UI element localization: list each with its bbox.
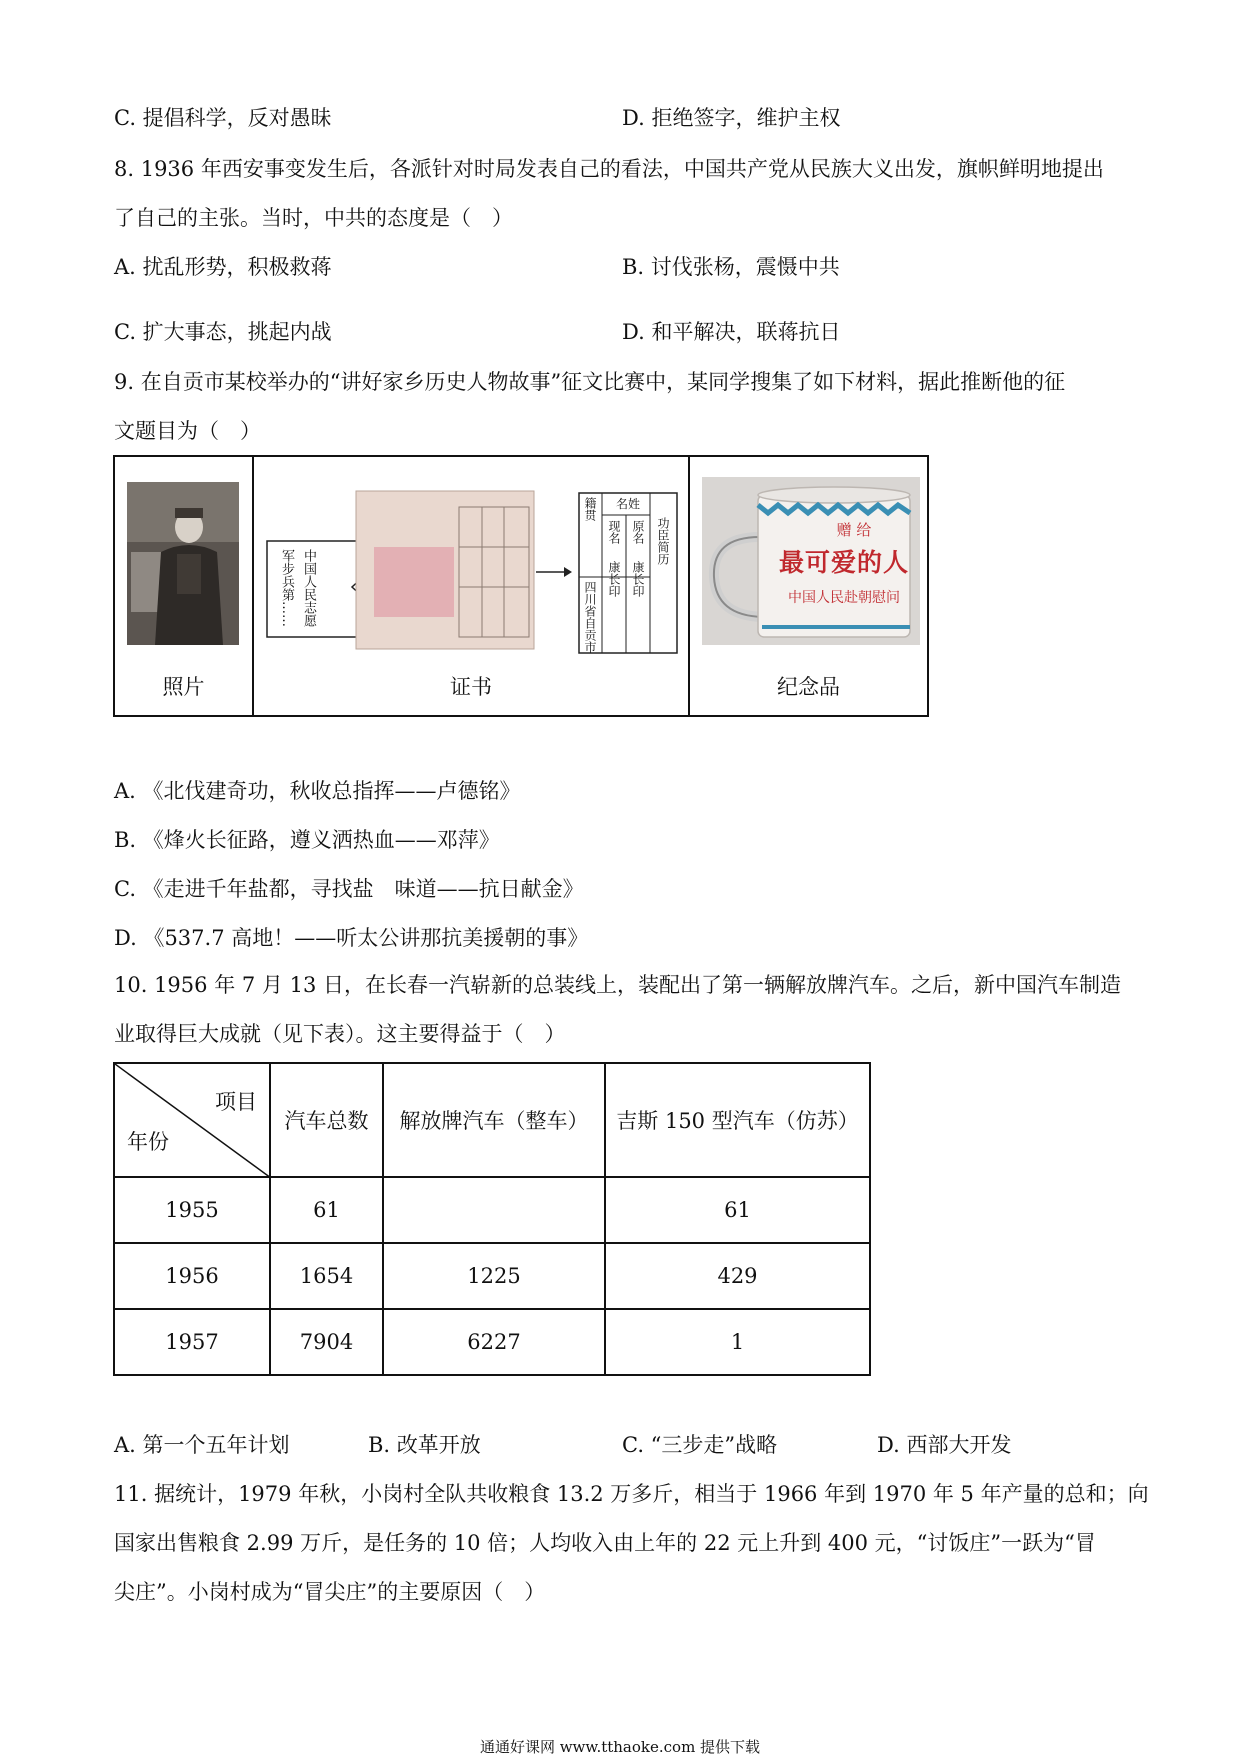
q9-stem-line1: 9. 在自贡市某校举办的“讲好家乡历史人物故事”征文比赛中，某同学搜集了如下材料，据此推断他的征 — [114, 370, 1066, 394]
q10-option-a: A. 第一个五年计划 — [114, 1433, 290, 1457]
table-cell: 1654 — [270, 1243, 383, 1309]
q10-option-d: D. 西部大开发 — [877, 1433, 1012, 1457]
caption-certificate: 证书 — [450, 675, 492, 699]
q9-option-c: C. 《走进千年盐都，寻找盐 味道——抗日献金》 — [114, 877, 584, 901]
table-cell: 1956 — [114, 1243, 270, 1309]
table-cell — [383, 1177, 605, 1243]
cert-side-title: 功臣简历 — [656, 517, 670, 565]
q11-stem-line1: 11. 据统计，1979 年秋，小岗村全队共收粮食 13.2 万多斤，相当于 1966 年到 1970 年 5 年产量的总和；向 — [114, 1482, 1149, 1506]
table-corner-cell — [114, 1063, 270, 1177]
q8-option-d: D. 和平解决，联蒋抗日 — [622, 320, 841, 344]
corner-label-year: 年份 — [127, 1130, 169, 1154]
table-row — [114, 1243, 870, 1309]
q7-option-d: D. 拒绝签字，维护主权 — [622, 106, 841, 130]
car-production-table — [113, 1062, 871, 1376]
q10-option-c: C. “三步走”战略 — [622, 1433, 778, 1457]
corner-diagonal — [115, 1064, 271, 1178]
table-header: 吉斯 150 型汽车（仿苏） — [605, 1063, 870, 1177]
table-header: 解放牌汽车（整车） — [383, 1063, 605, 1177]
caption-souvenir: 纪念品 — [777, 675, 840, 699]
souvenir-cell — [690, 457, 927, 715]
cert-original-name: 康长印 — [631, 561, 645, 597]
table-cell: 6227 — [383, 1309, 605, 1375]
caption-photo: 照片 — [162, 675, 205, 699]
table-cell: 429 — [605, 1243, 870, 1309]
photo-cell — [115, 457, 254, 715]
table-cell: 1225 — [383, 1243, 605, 1309]
table-header-row — [114, 1063, 870, 1177]
table-cell: 1955 — [114, 1177, 270, 1243]
q10-stem-line2: 业取得巨大成就（见下表）。这主要得益于（ ） — [114, 1022, 566, 1046]
q11-stem-line2: 国家出售粮食 2.99 万斤，是任务的 10 倍；人均收入由上年的 22 元上升到 400 元，“讨饭庄”一跃为“冒 — [114, 1531, 1096, 1555]
page-footer: 通通好课网 www.tthaoke.com 提供下载 — [479, 1738, 761, 1756]
q8-option-b: B. 讨伐张杨，震慑中共 — [622, 255, 840, 279]
q9-material-figure — [113, 455, 929, 717]
q8-option-a: A. 扰乱形势，积极救蒋 — [114, 255, 332, 279]
table-row — [114, 1177, 870, 1243]
cert-current-name-label: 现名 — [607, 520, 621, 544]
table-cell: 61 — [270, 1177, 383, 1243]
q8-stem-line2: 了自己的主张。当时，中共的态度是（ ） — [114, 206, 513, 230]
corner-label-item: 项目 — [215, 1090, 257, 1114]
table-cell: 1 — [605, 1309, 870, 1375]
callout-text-2: 军步兵第…… — [279, 549, 294, 627]
soldier-photo — [127, 482, 239, 645]
table-cell: 1957 — [114, 1309, 270, 1375]
q7-option-c: C. 提倡科学，反对愚昧 — [114, 106, 332, 130]
table-cell: 7904 — [270, 1309, 383, 1375]
q9-option-a: A. 《北伐建奇功，秋收总指挥——卢德铭》 — [114, 779, 521, 803]
certificate-cell — [254, 457, 690, 715]
cert-table-col1: 籍贯 — [583, 497, 597, 521]
q10-option-b: B. 改革开放 — [368, 1433, 481, 1457]
q8-stem-line1: 8. 1936 年西安事变发生后，各派针对时局发表自己的看法，中国共产党从民族大义出发，旗帜鲜明地提出 — [114, 157, 1104, 181]
mug-text-line2: 最可爱的人 — [778, 548, 909, 577]
cert-hometown: 四川省自贡市 — [583, 581, 597, 653]
q9-option-b: B. 《烽火长征路，遵义洒热血——邓萍》 — [114, 828, 500, 852]
q9-stem-line2: 文题目为（ ） — [114, 419, 261, 443]
mug-text-line3: 中国人民赴朝慰问 — [788, 590, 900, 606]
cert-table-col2: 名姓 — [616, 497, 641, 511]
q11-stem-line3: 尖庄”。小岗村成为“冒尖庄”的主要原因（ ） — [114, 1580, 546, 1604]
q10-stem-line1: 10. 1956 年 7 月 13 日，在长春一汽崭新的总装线上，装配出了第一辆解放牌汽车。之后，新中国汽车制造 — [114, 973, 1121, 997]
callout-text-1: 中国人民志愿 — [301, 549, 316, 627]
mug-text-line1: 赠 给 — [836, 521, 872, 539]
q8-option-c: C. 扩大事态，挑起内战 — [114, 320, 332, 344]
table-row — [114, 1309, 870, 1375]
table-cell: 61 — [605, 1177, 870, 1243]
cert-current-name: 康长印 — [607, 561, 621, 597]
cert-original-name-label: 原名 — [631, 520, 645, 544]
table-header: 汽车总数 — [270, 1063, 383, 1177]
q9-option-d: D. 《537.7 高地！——听太公讲那抗美援朝的事》 — [114, 926, 589, 950]
